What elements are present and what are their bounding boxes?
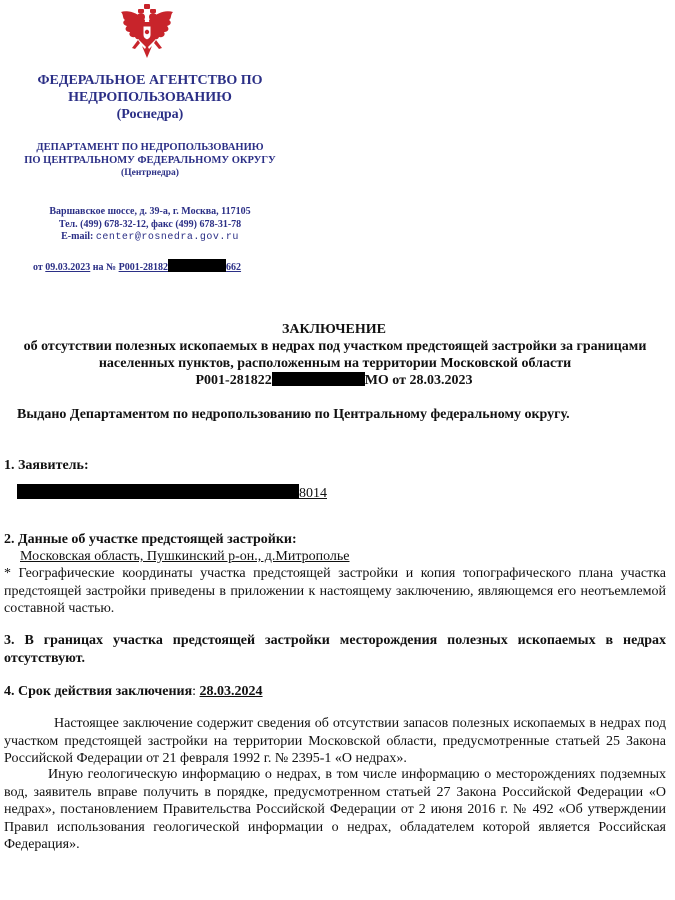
- department-name-line1: ДЕПАРТАМЕНТ ПО НЕДРОПОЛЬЗОВАНИЮ: [36, 142, 264, 153]
- validity-line: [4, 683, 666, 701]
- email-line: [0, 231, 300, 245]
- site-label: 2. Данные об участке предстоящей застройки:: [4, 532, 297, 547]
- email-address: center@rosnedra.gov.ru: [95, 232, 239, 243]
- validity-date: 28.03.2024: [199, 684, 263, 699]
- agency-header: [0, 72, 300, 123]
- redaction-block: [272, 372, 365, 386]
- validity-label: 4. Срок действия заключения: [4, 684, 193, 699]
- ref-number: [119, 262, 241, 273]
- ref-number-end: 662: [226, 262, 242, 273]
- applicant-label: 1. Заявитель:: [4, 458, 89, 473]
- applicant-value: [17, 484, 675, 503]
- deposits-statement: 3. В границах участка предстоящей застройки месторождения полезных ископаемых в недрах отсутствуют.: [4, 633, 666, 666]
- ref-date: 09.03.2023: [45, 262, 91, 273]
- department-header: [0, 141, 300, 180]
- site-location: Московская область, Пушкинский р-он., д.Митрополье: [20, 549, 350, 564]
- title-heading: ЗАКЛЮЧЕНИЕ: [281, 322, 387, 337]
- redaction-block: [17, 484, 299, 499]
- ref-prefix: от: [33, 262, 46, 273]
- postal-address: Варшавское шоссе, д. 39-а, г. Москва, 117105: [49, 206, 251, 217]
- issued-by: Выдано Департаментом по недропользованию по Центральному федеральному округу.: [17, 407, 570, 422]
- agency-name-line2: НЕДРОПОЛЬЗОВАНИЮ: [68, 90, 232, 105]
- validity-colon: :: [192, 684, 200, 699]
- title-subtitle: об отсутствии полезных ископаемых в недрах под участком предстоящей застройки за границами населенных пунктов, расположенным на территории Московской области: [23, 339, 647, 371]
- email-label: E-mail:: [61, 231, 96, 242]
- body-paragraph-2: Иную геологическую информацию о недрах, в том числе информацию о месторождениях подземных вод, заявитель вправе получить в порядке, предусмотренном статьей 27 Закона Российской Федерации «О недрах», постановлением Правительства Российской Федерации от 2 июня 2016 г. № 492 «Об утверждении Правил использования геологической информации о недрах, обладателем которой является Российская Федерация».: [4, 767, 666, 852]
- department-short-name: (Центрнедра): [121, 168, 179, 178]
- title-number: [0, 372, 668, 389]
- outgoing-reference: [33, 259, 303, 274]
- site-note: * Географические координаты участка предстоящей застройки и копия топографического плана участка предстоящей застройки приведены в приложении к настоящему заключению, являющемся его неотъемлемой составной частью.: [4, 566, 666, 616]
- title-number-start: Р001-281822: [195, 373, 272, 388]
- ref-number-start: Р001-28182: [118, 262, 169, 273]
- agency-short-name: (Роснедра): [116, 107, 184, 122]
- coat-of-arms-emblem-icon: [118, 2, 176, 64]
- document-title: [0, 321, 668, 389]
- applicant-value-end: 8014: [299, 486, 327, 501]
- department-name-line2: ПО ЦЕНТРАЛЬНОМУ ФЕДЕРАЛЬНОМУ ОКРУГУ: [24, 155, 276, 166]
- ref-mid: на №: [90, 262, 119, 273]
- redaction-block: [168, 259, 226, 272]
- phone-fax: Тел. (499) 678-32-12, факс (499) 678-31-78: [58, 218, 242, 230]
- body-paragraph-1: Настоящее заключение содержит сведения об отсутствии запасов полезных ископаемых в недрах под участком предстоящей застройки на территории Московской области, предусмотренные статьей 25 Закона Российской Федерации от 21 февраля 1992 г. № 2395-1 «О недрах».: [4, 716, 666, 766]
- contact-block: [0, 206, 300, 245]
- agency-name-line1: ФЕДЕРАЛЬНОЕ АГЕНТСТВО ПО: [37, 73, 263, 88]
- title-number-end: МО от 28.03.2023: [364, 373, 473, 388]
